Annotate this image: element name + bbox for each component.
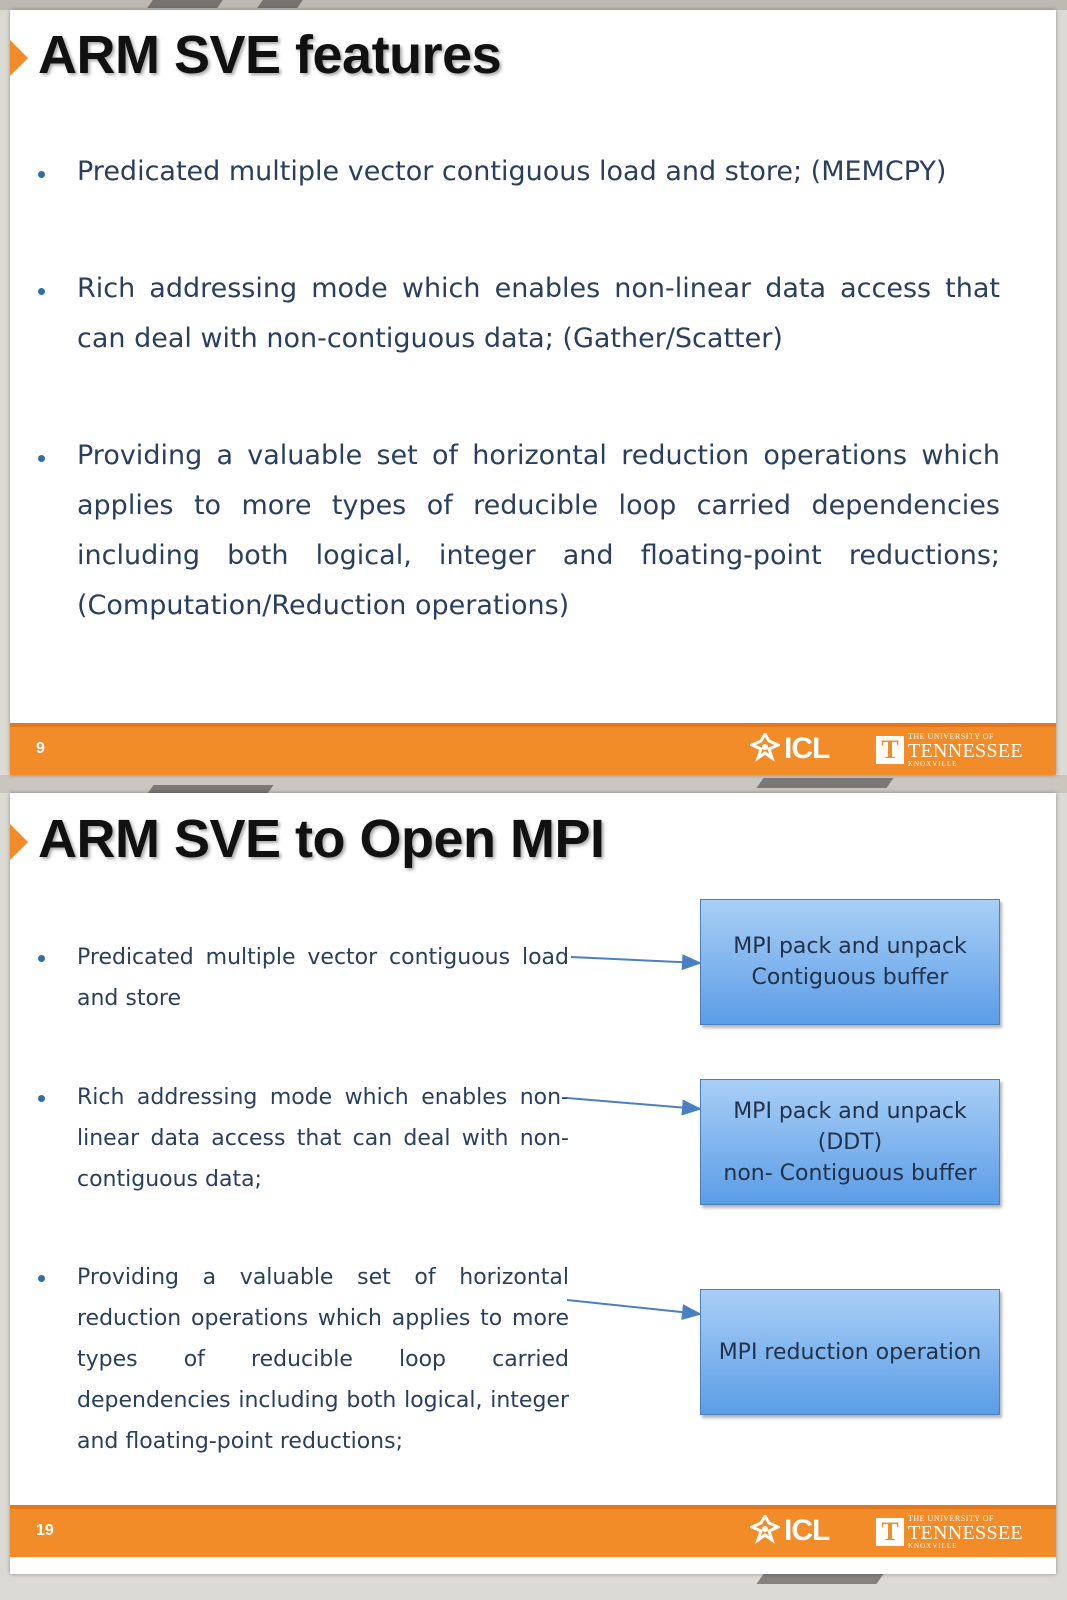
title-marker <box>10 40 28 76</box>
page-number: 19 <box>36 1522 54 1539</box>
mpi-box-reduction <box>700 1289 1000 1415</box>
bullet-text: Rich addressing mode which enables non-linear data access that can deal with non-contiguous data; (Gather/Scatter) <box>77 273 1000 354</box>
mpi-box-line: (DDT) <box>817 1129 883 1155</box>
mpi-box-ddt <box>700 1079 1000 1205</box>
ut-logo-bottom: KNOXVILLE <box>908 1541 958 1550</box>
background-stripe <box>756 778 893 788</box>
ut-logo <box>876 732 1023 768</box>
background-stripe <box>756 1574 883 1584</box>
bullet-text: Predicated multiple vector contiguous load and store; (MEMCPY) <box>77 156 947 187</box>
bullet-dot <box>38 288 45 295</box>
slide-1 <box>10 10 1056 775</box>
icl-logo-icon <box>750 733 780 765</box>
ut-logo-top: THE UNIVERSITY OF <box>908 731 994 741</box>
bullet-item <box>38 431 1000 631</box>
slide-title: ARM SVE features <box>38 25 502 85</box>
slide-footer <box>10 723 1056 775</box>
mpi-box-line: MPI reduction operation <box>718 1339 982 1365</box>
mpi-box-line: MPI pack and unpack <box>733 934 967 959</box>
slide-title: ARM SVE to Open MPI <box>38 809 605 869</box>
icl-logo-text: ICL <box>784 1514 830 1547</box>
ut-logo-main: TENNESSEE <box>908 1521 1023 1544</box>
ut-logo-top: THE UNIVERSITY OF <box>908 1513 994 1523</box>
icl-logo <box>750 1514 829 1548</box>
ut-logo <box>876 1514 1023 1550</box>
ut-logo-icon: T <box>876 1518 904 1546</box>
icl-logo-text: ICL <box>784 732 830 765</box>
mpi-box-line: MPI pack and unpack <box>733 1098 967 1124</box>
bullet-text: Providing a valuable set of horizontal reduction operations which applies to more types of reducible loop carried dependencies including both logical, integer and floating-point reductions; <box>77 1265 569 1454</box>
ut-logo-main: TENNESSEE <box>908 739 1023 762</box>
arrow <box>567 1098 700 1109</box>
ut-logo-bottom: KNOXVILLE <box>908 759 958 768</box>
background-stripe <box>147 0 223 8</box>
background-stripe <box>257 0 303 8</box>
bullet-text: Predicated multiple vector contiguous load and store <box>77 945 569 1011</box>
mpi-box-contiguous <box>700 899 1000 1025</box>
icl-logo-icon <box>750 1515 780 1547</box>
bullet-item <box>38 264 1000 364</box>
ut-logo-icon: T <box>876 736 904 764</box>
arrow <box>571 957 700 963</box>
bullet-dot <box>38 455 45 462</box>
mpi-box-line: Contiguous buffer <box>751 965 949 990</box>
bullet-item <box>38 147 1000 197</box>
bullet-text: Providing a valuable set of horizontal reduction operations which applies to more types of reducible loop carried dependencies including both logical, integer and floating-point reductions; (Computation/Reduction operations) <box>77 440 1000 621</box>
bullet-text: Rich addressing mode which enables non-linear data access that can deal with non-contiguous data; <box>77 1085 569 1192</box>
page-number: 9 <box>36 740 45 757</box>
slide-2 <box>10 793 1056 1574</box>
icl-logo <box>750 732 829 766</box>
slide-footer <box>10 1505 1056 1557</box>
arrow <box>567 1300 700 1314</box>
bullet-dot <box>38 171 45 178</box>
mpi-box-line: non- Contiguous buffer <box>723 1160 977 1186</box>
